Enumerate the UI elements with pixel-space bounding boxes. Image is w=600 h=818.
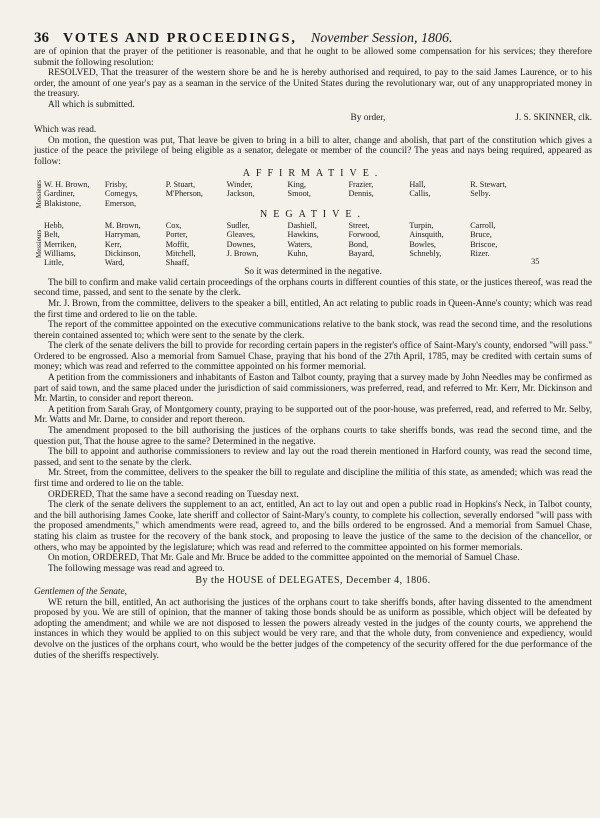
member-name: Bruce, — [470, 230, 492, 240]
member-name: Callis, — [409, 189, 431, 199]
vote-column — [288, 221, 349, 267]
message-text: WE return the bill, entitled, An act authorising the justices of the orphans court to take sheriffs bonds, after having dissented to the amendment proposed by you. We are still of opinion, that the manner of taking those bonds should be as uniform as possible, which object will be defeated by adopting the amendment; and while we are not disposed to lessen the powers already vested in the judges of the county courts, we apprehend the instances in which they would be applied to on this subject would be very rare, and that the whole duty, from convenience and expediency, would devolve on the justices of the orphans court, who would be the better judges of the competency of the security offered for the due performance of the duties of the sheriffs respectively. — [34, 597, 592, 661]
member-name: Winder, — [226, 180, 253, 190]
member-name: Bond, — [348, 239, 369, 249]
member-name: P. Stuart, — [165, 180, 196, 190]
member-name: Dennis, — [348, 189, 374, 199]
member-name: Moffit, — [165, 239, 190, 249]
vote-column — [348, 221, 409, 267]
bottom-paragraphs — [34, 278, 592, 575]
member-name: Sudler, — [226, 221, 250, 231]
paragraph: Mr. Street, from the committee, delivers to the speaker the bill to regulate and discipline the militia of this state, as amended; which was read the first time and ordered to lie on the table. — [34, 468, 592, 489]
member-name: Bayard, — [348, 248, 375, 258]
paragraph: The bill to appoint and authorise commissioners to review and lay out the road therein mentioned in Harford county, was read the second time, passed, and sent to the senate by the clerk. — [34, 447, 592, 468]
vote-column — [348, 180, 409, 208]
paragraph: On motion, the question was put, That leave be given to bring in a bill to alter, change and abolish, that part of the constitution which gives a justice of the peace the privilege of being eligible as a senator, delegate or member of the council? The yeas and nays being required, appeared as follow: — [34, 135, 592, 167]
vote-column — [166, 180, 227, 208]
paragraph: Which was read. — [34, 125, 97, 136]
vote-column — [409, 221, 470, 267]
affirmative-names — [44, 180, 592, 208]
paragraph: All which is submitted. — [48, 99, 135, 110]
paragraph: Mr. J. Brown, from the committee, delivers to the speaker a bill, entitled, An act relating to public roads in Queen-Anne's county; which was read the first time and ordered to lie on the table. — [34, 298, 592, 320]
paragraph: are of opinion that the prayer of the petitioner is reasonable, and that he ought to be allowed some compensation for his services; they therefore submit the following resolution: — [34, 47, 592, 68]
member-name: Porter, — [165, 230, 188, 240]
member-name: Harryman, — [104, 230, 141, 240]
member-name: Mitchell, — [165, 248, 196, 258]
member-name: Ward, — [104, 257, 125, 267]
vote-column — [44, 180, 105, 208]
negative-title: NEGATIVE. — [260, 208, 366, 220]
paragraph: The bill to confirm and make valid certain proceedings of the orphans courts in different counties of this state, or the justices thereof, was read the second time, passed, and sent to the senate by the clerk. — [34, 277, 592, 299]
paragraph: The following message was read and agreed to. — [48, 563, 225, 574]
member-name: Hall, — [409, 180, 426, 190]
session-label: November Session, 1806. — [310, 31, 453, 46]
member-name: Ainsquith, — [409, 230, 444, 240]
signature-name: J. S. SKINNER, clk. — [515, 112, 592, 123]
member-name: Smoot, — [287, 189, 311, 199]
vote-count: 35 — [531, 257, 540, 267]
paragraph: The amendment proposed to the bill authorising the justices of the orphans courts to take sheriffs bonds, was read the second time, and the question put, That the house agree to the same? Determined in the negative. — [34, 426, 592, 447]
negative-names — [44, 221, 592, 267]
paragraph: A petition from the commissioners and inhabitants of Easton and Talbot county, praying that a survey made by John Needles may be confirmed as part of said town, and the same placed under the jurisdiction of said commissioners, was preferred, read, and referred to Mr. Kerr, Mr. Dickinson and Mr. Martin, to consider and report thereon. — [34, 373, 592, 405]
paragraph: RESOLVED, That the treasurer of the western shore be and he is hereby authorised and required, to pay to the said James Laurence, or to his order, the amount of one year's pay as a seaman in the service of the United States during the revolutionary war, out of any unappropriated money in the treasury. — [34, 68, 592, 100]
member-name: Kuhn, — [287, 248, 308, 258]
member-name: Cox, — [165, 221, 182, 231]
member-name: M. Brown, — [104, 221, 141, 231]
vote-column — [470, 221, 531, 267]
member-name: Merriken, — [44, 239, 77, 249]
determination: So it was determined in the negative. — [244, 267, 382, 278]
vote-column — [105, 180, 166, 208]
messieurs-label: Messieurs — [35, 229, 43, 259]
member-name: Gardiner, — [44, 189, 75, 199]
member-name: Gleaves, — [226, 230, 256, 240]
member-name: King, — [287, 180, 306, 190]
member-name: Kerr, — [104, 239, 122, 249]
signature-by: By order, — [350, 112, 386, 123]
paragraph: The report of the committee appointed on the executive communications relative to the bank stock, was read the second time, and the resolutions therein contained assented to; which were sent to the senate by the clerk. — [34, 320, 592, 341]
negative-votes — [34, 221, 592, 267]
member-name: Belt, — [44, 230, 60, 240]
vote-column — [44, 221, 105, 267]
member-name: W. H. Brown, — [44, 180, 90, 190]
member-name: Hebb, — [44, 221, 64, 231]
member-name: R. Stewart, — [470, 180, 507, 190]
paragraph: The clerk of the senate delivers the bill to provide for recording certain papers in the register's office of Saint-Mary's county, endorsed "will pass." Ordered to be engrossed. Also a memorial from Samuel Chase, praying that his bond of the 27th April, 1785, may be credited with certain sums of money; which was read and referred to the committee appointed on his former memorial. — [34, 341, 592, 373]
member-name: J. Brown, — [226, 248, 259, 258]
member-name: Little, — [44, 257, 64, 267]
member-name: Waters, — [287, 239, 313, 249]
vote-count-column — [531, 221, 592, 267]
vote-column — [409, 180, 470, 208]
member-name: Carroll, — [470, 221, 496, 231]
member-name: Williams, — [44, 248, 76, 258]
member-name: Street, — [348, 221, 370, 231]
page-number: 36 — [34, 30, 49, 46]
member-name: Dickinson, — [104, 248, 141, 258]
body-text — [34, 47, 592, 661]
member-name: Briscoe, — [470, 239, 498, 249]
affirmative-title: AFFIRMATIVE. — [242, 167, 384, 179]
member-name: Turpin, — [409, 221, 434, 231]
member-name: M'Pherson, — [165, 189, 203, 199]
vote-column — [227, 180, 288, 208]
paragraph: The clerk of the senate delivers the supplement to an act, entitled, An act to lay out and open a public road in Hopkins's Neck, in Talbot county, and the bill authorising James Cooke, late sheriff and collector of Saint-Mary's county, to complete his collection, severally endorsed "will pass with the proposed amendments," which amendments were read, agreed to, and the bills ordered to be engrossed. And a memorial from Samuel Chase, stating his claim as trustee for the recovery of the bank stock, and proposing to leave the justice of the same to the decision of the chancellor, or others, who may be appointed by the legislature; which was read and referred to the committee appointed on his former memorials. — [34, 500, 592, 553]
member-name: Forwood, — [348, 230, 381, 240]
paragraph: ORDERED, That the same have a second reading on Tuesday next. — [48, 489, 299, 500]
member-name: Frazier, — [348, 180, 374, 190]
messieurs-label: Messieurs — [35, 180, 43, 209]
affirmative-votes — [34, 180, 592, 208]
member-name: Dashiell, — [287, 221, 317, 231]
member-name: Blakistone, — [44, 198, 82, 208]
paragraph: On motion, ORDERED, That Mr. Gale and Mr. Bruce be added to the committee appointed on the memorial of Samuel Chase. — [48, 553, 520, 564]
member-name: Hawkins, — [287, 230, 319, 240]
member-name: Shaaff, — [165, 257, 190, 267]
vote-column — [470, 180, 531, 208]
member-name: Schnebly, — [409, 248, 442, 258]
member-name: Jackson, — [226, 189, 255, 199]
vote-column — [166, 221, 227, 267]
running-title: VOTES AND PROCEEDINGS, — [63, 31, 297, 46]
member-name: Comegys, — [104, 189, 138, 199]
vote-column — [227, 221, 288, 267]
vote-column — [105, 221, 166, 267]
salutation: Gentlemen of the Senate, — [34, 586, 127, 597]
member-name: Rizer. — [470, 248, 490, 258]
member-name: Downes, — [226, 239, 256, 249]
member-name: Selby. — [470, 189, 491, 199]
member-name: Emerson, — [104, 198, 137, 208]
page-header — [34, 30, 592, 47]
message-heading: By the HOUSE of DELEGATES, December 4, 1806. — [195, 575, 431, 587]
member-name: Frisby, — [104, 180, 128, 190]
signature-line — [34, 113, 592, 124]
member-name: Bowles, — [409, 239, 436, 249]
paragraph: A petition from Sarah Gray, of Montgomery county, praying to be supported out of the poor-house, was preferred, read, and referred to Mr. Selby, Mr. Watts and Mr. Darne, to consider and report thereon. — [34, 404, 592, 426]
vote-column — [288, 180, 349, 208]
